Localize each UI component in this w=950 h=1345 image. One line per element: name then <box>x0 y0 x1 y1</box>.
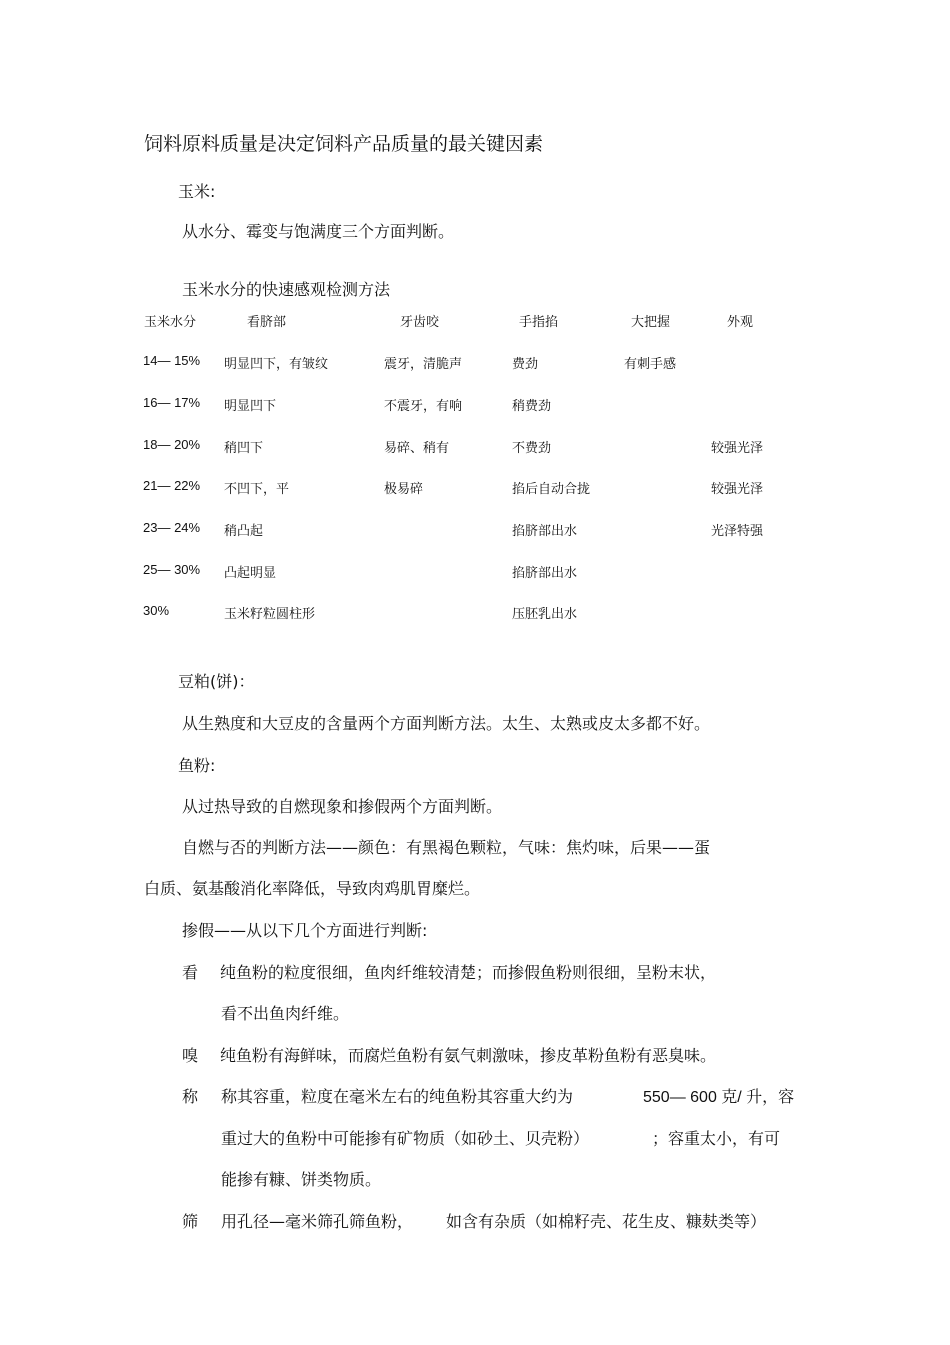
table-cell-moisture: 14— 15% <box>143 353 201 368</box>
table-cell: 震牙，清脆声 <box>384 357 463 372</box>
table-cell-moisture: 25— 30% <box>143 562 201 577</box>
table-cell: 玉米籽粒圆柱形 <box>224 607 316 622</box>
soy-text: 从生熟度和大豆皮的含量两个方面判断方法。太生、太熟或皮太多都不好。 <box>182 714 711 733</box>
table-cell: 不震牙，有响 <box>384 399 463 414</box>
table-header: 玉米水分 <box>144 315 197 330</box>
table-header: 大把握 <box>631 315 671 330</box>
fish-text-2b: 白质、氨基酸消化率降低，导致肉鸡肌胃糜烂。 <box>144 879 481 898</box>
table-cell: 掐脐部出水 <box>512 566 578 581</box>
table-header: 手指掐 <box>519 315 559 330</box>
weigh-text-1b: 550— 600 克/ 升，容 <box>643 1089 795 1106</box>
table-cell: 不凹下，平 <box>224 482 290 497</box>
table-cell: 费劲 <box>512 357 539 372</box>
smell-text-1: 纯鱼粉有海鲜味，而腐烂鱼粉有氨气刺激味，掺皮革粉鱼粉有恶臭味。 <box>220 1046 717 1065</box>
table-cell: 光泽特强 <box>711 524 764 539</box>
table-cell: 不费劲 <box>512 441 552 456</box>
document-title: 饲料原料质量是决定饲料产品质量的最关键因素 <box>144 133 544 155</box>
table-cell-moisture: 21— 22% <box>143 478 201 493</box>
table-cell: 稍凸起 <box>224 524 264 539</box>
table-cell: 明显凹下，有皱纹 <box>224 357 329 372</box>
table-cell: 压胚乳出水 <box>512 607 578 622</box>
weigh-label: 称 <box>182 1087 199 1106</box>
table-cell: 较强光泽 <box>711 441 764 456</box>
table-cell: 掐后自动合拢 <box>512 482 591 497</box>
table-cell: 凸起明显 <box>224 566 277 581</box>
smell-label: 嗅 <box>182 1046 199 1065</box>
look-text-1: 纯鱼粉的粒度很细，鱼肉纤维较清楚；而掺假鱼粉则很细，呈粉末状， <box>220 963 717 982</box>
fish-text-3: 掺假——从以下几个方面进行判断: <box>182 921 428 940</box>
table-cell: 稍费劲 <box>512 399 552 414</box>
sieve-text-1a: 用孔径—毫米筛孔筛鱼粉， <box>221 1212 414 1231</box>
fish-heading: 鱼粉: <box>178 756 216 775</box>
sieve-label: 筛 <box>182 1212 199 1231</box>
table-cell: 极易碎 <box>384 482 424 497</box>
table-cell: 易碎、稍有 <box>384 441 450 456</box>
table-header: 牙齿咬 <box>400 315 440 330</box>
table-cell-moisture: 18— 20% <box>143 437 201 452</box>
soy-heading: 豆粕(饼)： <box>178 672 255 691</box>
table-cell: 有刺手感 <box>624 357 677 372</box>
fish-text-2a: 自燃与否的判断方法——颜色：有黑褐色颗粒，气味：焦灼味，后果——蛋 <box>182 838 711 857</box>
look-label: 看 <box>182 963 199 982</box>
table-cell: 明显凹下 <box>224 399 277 414</box>
table-cell: 掐脐部出水 <box>512 524 578 539</box>
weigh-text-3: 能掺有糠、饼类物质。 <box>221 1170 382 1189</box>
corn-intro: 从水分、霉变与饱满度三个方面判断。 <box>182 222 455 241</box>
fish-text-1: 从过热导致的自燃现象和掺假两个方面判断。 <box>182 797 503 816</box>
weigh-text-1a: 称其容重，粒度在毫米左右的纯鱼粉其容重大约为 <box>221 1087 574 1106</box>
weigh-text-2b: ；容重太小，有可 <box>652 1129 781 1148</box>
corn-heading: 玉米: <box>178 182 216 201</box>
table-header: 外观 <box>727 315 754 330</box>
table-cell-moisture: 30% <box>143 603 170 618</box>
table-cell-moisture: 16— 17% <box>143 395 201 410</box>
table-cell: 较强光泽 <box>711 482 764 497</box>
sieve-text-1b: 如含有杂质（如棉籽壳、花生皮、糠麸类等） <box>446 1212 767 1231</box>
look-text-2: 看不出鱼肉纤维。 <box>221 1004 350 1023</box>
table-header: 看脐部 <box>247 315 287 330</box>
weigh-text-2a: 重过大的鱼粉中可能掺有矿物质（如砂土、贝壳粉） <box>221 1129 590 1148</box>
table-cell-moisture: 23— 24% <box>143 520 201 535</box>
table-cell: 稍凹下 <box>224 441 264 456</box>
corn-table-title: 玉米水分的快速感观检测方法 <box>182 280 391 299</box>
